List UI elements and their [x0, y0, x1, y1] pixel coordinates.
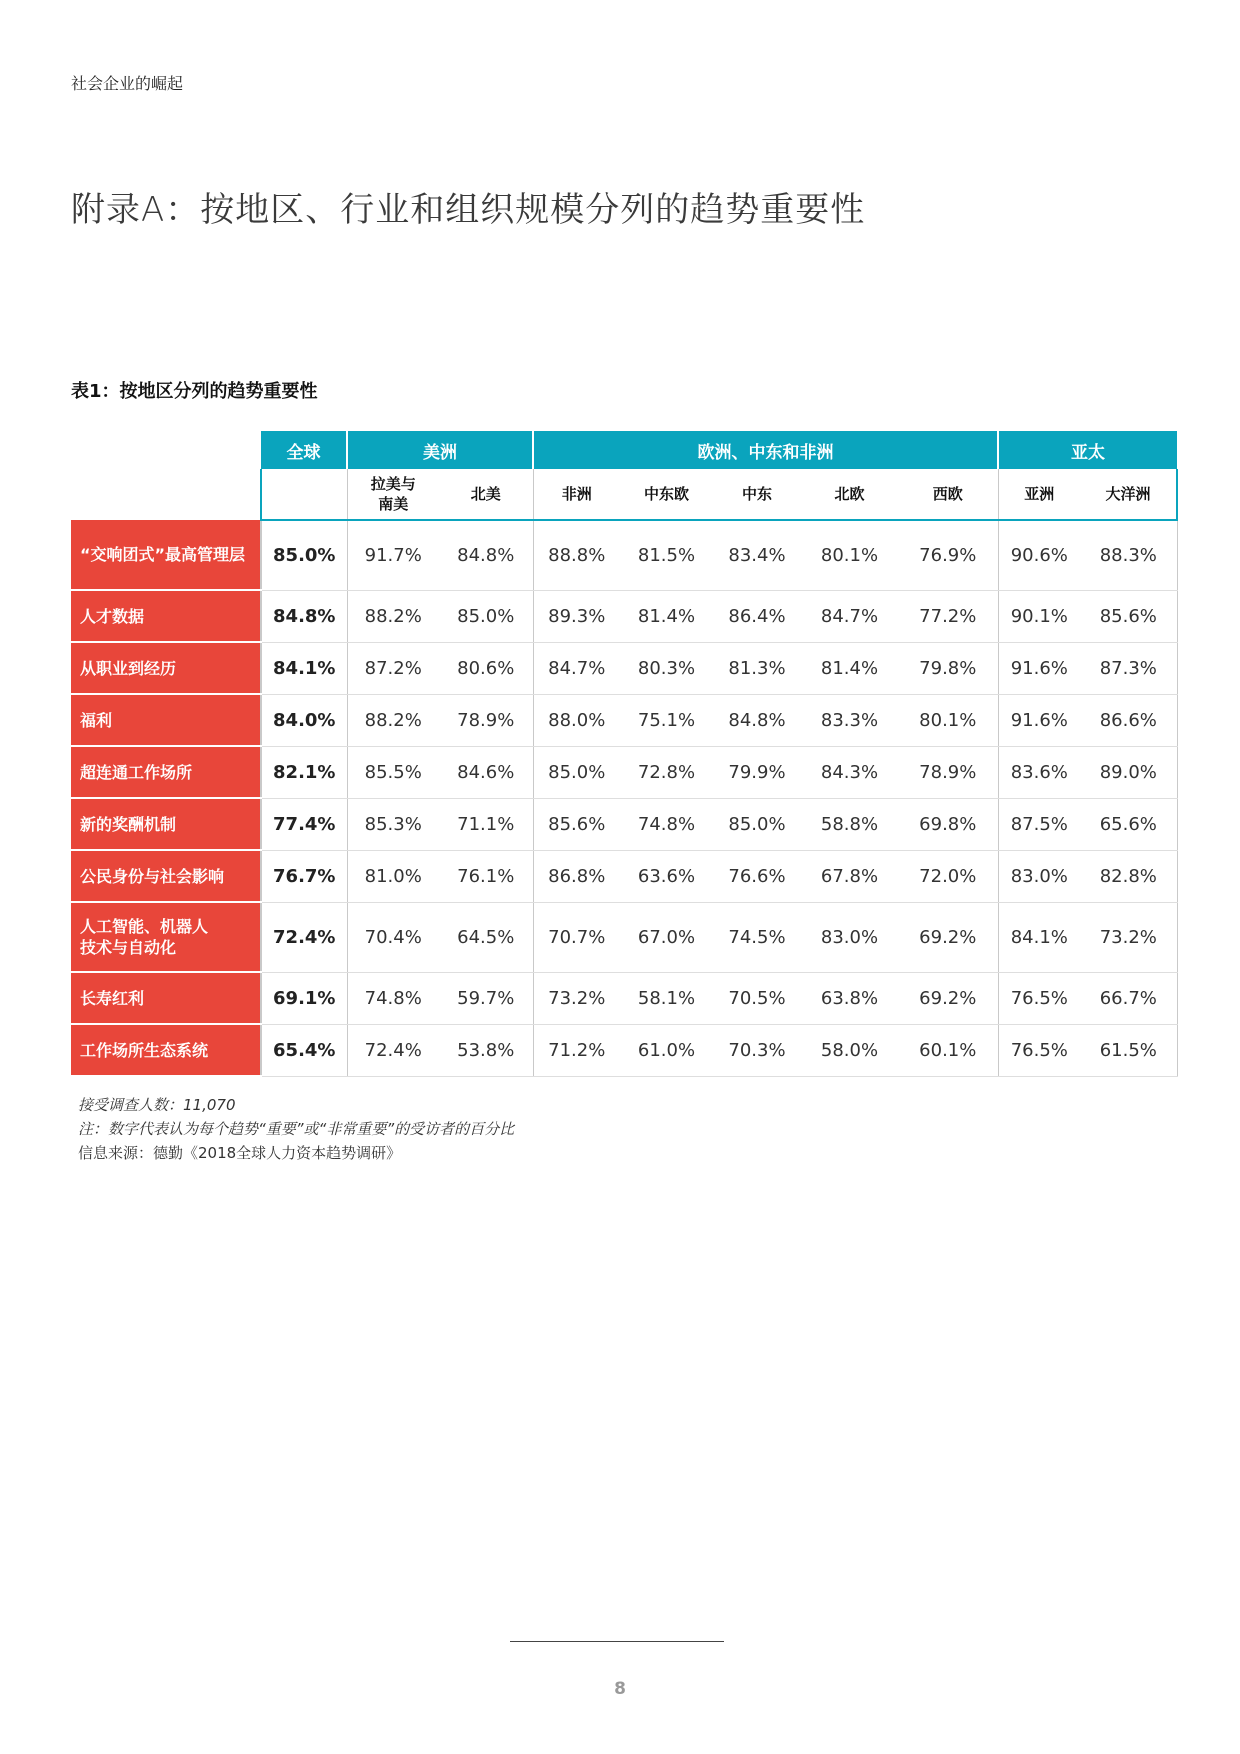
row-label: “交响团式”最高管理层 — [71, 520, 261, 590]
cell-africa: 85.0% — [533, 746, 620, 798]
cell-global: 84.0% — [261, 694, 347, 746]
cell-middle-east: 84.8% — [713, 694, 801, 746]
cell-asia: 76.5% — [998, 1024, 1080, 1076]
cell-north-america: 64.5% — [439, 902, 533, 972]
cell-central-eastern-europe: 67.0% — [620, 902, 713, 972]
group-americas: 美洲 — [347, 431, 533, 469]
cell-central-eastern-europe: 74.8% — [620, 798, 713, 850]
cell-latam: 70.4% — [347, 902, 439, 972]
cell-asia: 84.1% — [998, 902, 1080, 972]
row-label: 人才数据 — [71, 590, 261, 642]
table-row — [71, 520, 1177, 590]
cell-western-europe: 78.9% — [898, 746, 998, 798]
cell-nordics: 83.0% — [801, 902, 898, 972]
cell-oceania: 88.3% — [1080, 520, 1177, 590]
subheader-nordics: 北欧 — [801, 469, 898, 520]
row-label: 新的奖酬机制 — [71, 798, 261, 850]
group-apac: 亚太 — [998, 431, 1177, 469]
subheader-central-eastern-europe: 中东欧 — [620, 469, 713, 520]
subheader-western-europe: 西欧 — [898, 469, 998, 520]
subheader-north-america: 北美 — [439, 469, 533, 520]
subheader-global-empty — [261, 469, 347, 520]
cell-middle-east: 83.4% — [713, 520, 801, 590]
cell-latam: 87.2% — [347, 642, 439, 694]
cell-north-america: 76.1% — [439, 850, 533, 902]
cell-nordics: 63.8% — [801, 972, 898, 1024]
cell-oceania: 65.6% — [1080, 798, 1177, 850]
cell-asia: 91.6% — [998, 642, 1080, 694]
cell-global: 65.4% — [261, 1024, 347, 1076]
group-emea: 欧洲、中东和非洲 — [533, 431, 998, 469]
cell-global: 77.4% — [261, 798, 347, 850]
subheader-latam-line1: 拉美与 — [370, 475, 416, 493]
cell-western-europe: 69.2% — [898, 902, 998, 972]
cell-africa: 88.0% — [533, 694, 620, 746]
cell-latam: 88.2% — [347, 590, 439, 642]
cell-asia: 87.5% — [998, 798, 1080, 850]
table-row — [71, 798, 1177, 850]
cell-western-europe: 76.9% — [898, 520, 998, 590]
respondents-note: 接受调查人数：11,070 — [78, 1096, 236, 1114]
cell-oceania: 82.8% — [1080, 850, 1177, 902]
cell-global: 85.0% — [261, 520, 347, 590]
cell-africa: 84.7% — [533, 642, 620, 694]
cell-middle-east: 86.4% — [713, 590, 801, 642]
cell-north-america: 59.7% — [439, 972, 533, 1024]
cell-oceania: 89.0% — [1080, 746, 1177, 798]
table-row — [71, 1024, 1177, 1076]
cell-global: 84.1% — [261, 642, 347, 694]
cell-north-america: 71.1% — [439, 798, 533, 850]
table-caption: 表1：按地区分列的趋势重要性 — [71, 381, 318, 402]
cell-north-america: 53.8% — [439, 1024, 533, 1076]
cell-asia: 76.5% — [998, 972, 1080, 1024]
cell-nordics: 81.4% — [801, 642, 898, 694]
cell-middle-east: 76.6% — [713, 850, 801, 902]
cell-nordics: 83.3% — [801, 694, 898, 746]
cell-global: 82.1% — [261, 746, 347, 798]
cell-latam: 81.0% — [347, 850, 439, 902]
footer-divider — [510, 1641, 724, 1642]
row-label: 从职业到经历 — [71, 642, 261, 694]
cell-global: 72.4% — [261, 902, 347, 972]
cell-middle-east: 74.5% — [713, 902, 801, 972]
subheader-row — [71, 469, 1177, 520]
cell-central-eastern-europe: 63.6% — [620, 850, 713, 902]
subheader-asia: 亚洲 — [998, 469, 1080, 520]
header-corner — [71, 431, 261, 469]
cell-africa: 88.8% — [533, 520, 620, 590]
cell-latam: 85.3% — [347, 798, 439, 850]
cell-middle-east: 81.3% — [713, 642, 801, 694]
table-notes — [78, 1093, 514, 1165]
page-number: 8 — [614, 1679, 626, 1699]
cell-global: 84.8% — [261, 590, 347, 642]
cell-latam: 74.8% — [347, 972, 439, 1024]
cell-nordics: 80.1% — [801, 520, 898, 590]
cell-oceania: 66.7% — [1080, 972, 1177, 1024]
cell-western-europe: 79.8% — [898, 642, 998, 694]
cell-middle-east: 79.9% — [713, 746, 801, 798]
cell-western-europe: 72.0% — [898, 850, 998, 902]
running-header: 社会企业的崛起 — [71, 74, 184, 93]
cell-middle-east: 70.3% — [713, 1024, 801, 1076]
cell-africa: 86.8% — [533, 850, 620, 902]
cell-latam: 88.2% — [347, 694, 439, 746]
row-label: 超连通工作场所 — [71, 746, 261, 798]
cell-north-america: 84.6% — [439, 746, 533, 798]
table-row — [71, 972, 1177, 1024]
cell-nordics: 58.0% — [801, 1024, 898, 1076]
cell-latam: 72.4% — [347, 1024, 439, 1076]
row-label: 工作场所生态系统 — [71, 1024, 261, 1076]
cell-africa: 71.2% — [533, 1024, 620, 1076]
cell-oceania: 86.6% — [1080, 694, 1177, 746]
cell-central-eastern-europe: 81.5% — [620, 520, 713, 590]
cell-central-eastern-europe: 58.1% — [620, 972, 713, 1024]
cell-africa: 85.6% — [533, 798, 620, 850]
row-label: 长寿红利 — [71, 972, 261, 1024]
subheader-latam-line2: 南美 — [378, 495, 409, 513]
cell-global: 69.1% — [261, 972, 347, 1024]
cell-western-europe: 80.1% — [898, 694, 998, 746]
table-row — [71, 642, 1177, 694]
cell-africa: 89.3% — [533, 590, 620, 642]
cell-oceania: 61.5% — [1080, 1024, 1177, 1076]
cell-asia: 90.1% — [998, 590, 1080, 642]
cell-nordics: 84.7% — [801, 590, 898, 642]
cell-western-europe: 69.8% — [898, 798, 998, 850]
cell-asia: 83.0% — [998, 850, 1080, 902]
cell-global: 76.7% — [261, 850, 347, 902]
cell-central-eastern-europe: 61.0% — [620, 1024, 713, 1076]
cell-asia: 83.6% — [998, 746, 1080, 798]
row-label: 公民身份与社会影响 — [71, 850, 261, 902]
row-label-line2: 技术与自动化 — [80, 938, 177, 957]
table-row — [71, 850, 1177, 902]
cell-central-eastern-europe: 72.8% — [620, 746, 713, 798]
subheader-africa: 非洲 — [533, 469, 620, 520]
cell-nordics: 58.8% — [801, 798, 898, 850]
cell-asia: 91.6% — [998, 694, 1080, 746]
group-global: 全球 — [261, 431, 347, 469]
cell-asia: 90.6% — [998, 520, 1080, 590]
cell-north-america: 84.8% — [439, 520, 533, 590]
cell-latam: 85.5% — [347, 746, 439, 798]
cell-middle-east: 85.0% — [713, 798, 801, 850]
table-row — [71, 746, 1177, 798]
page-title: 附录A：按地区、行业和组织规模分列的趋势重要性 — [71, 190, 866, 230]
cell-oceania: 87.3% — [1080, 642, 1177, 694]
source-note: 信息来源：德勤《2018全球人力资本趋势调研》 — [78, 1144, 402, 1162]
cell-oceania: 85.6% — [1080, 590, 1177, 642]
subheader-latam — [347, 469, 439, 520]
cell-nordics: 67.8% — [801, 850, 898, 902]
table-row — [71, 694, 1177, 746]
cell-latam: 91.7% — [347, 520, 439, 590]
subheader-oceania: 大洋洲 — [1080, 469, 1177, 520]
cell-western-europe: 69.2% — [898, 972, 998, 1024]
definition-note: 注：数字代表认为每个趋势“重要”或“非常重要”的受访者的百分比 — [78, 1120, 515, 1138]
subheader-corner — [71, 469, 261, 520]
row-label — [71, 902, 261, 972]
table-row — [71, 590, 1177, 642]
cell-middle-east: 70.5% — [713, 972, 801, 1024]
cell-nordics: 84.3% — [801, 746, 898, 798]
row-label-line1: 人工智能、机器人 — [80, 917, 209, 936]
cell-western-europe: 60.1% — [898, 1024, 998, 1076]
cell-north-america: 78.9% — [439, 694, 533, 746]
cell-oceania: 73.2% — [1080, 902, 1177, 972]
cell-north-america: 85.0% — [439, 590, 533, 642]
cell-central-eastern-europe: 80.3% — [620, 642, 713, 694]
cell-north-america: 80.6% — [439, 642, 533, 694]
cell-africa: 70.7% — [533, 902, 620, 972]
group-header-row — [71, 431, 1177, 469]
cell-western-europe: 77.2% — [898, 590, 998, 642]
row-label: 福利 — [71, 694, 261, 746]
cell-central-eastern-europe: 81.4% — [620, 590, 713, 642]
cell-central-eastern-europe: 75.1% — [620, 694, 713, 746]
subheader-middle-east: 中东 — [713, 469, 801, 520]
trend-importance-table — [71, 431, 1178, 1077]
table-row — [71, 902, 1177, 972]
cell-africa: 73.2% — [533, 972, 620, 1024]
